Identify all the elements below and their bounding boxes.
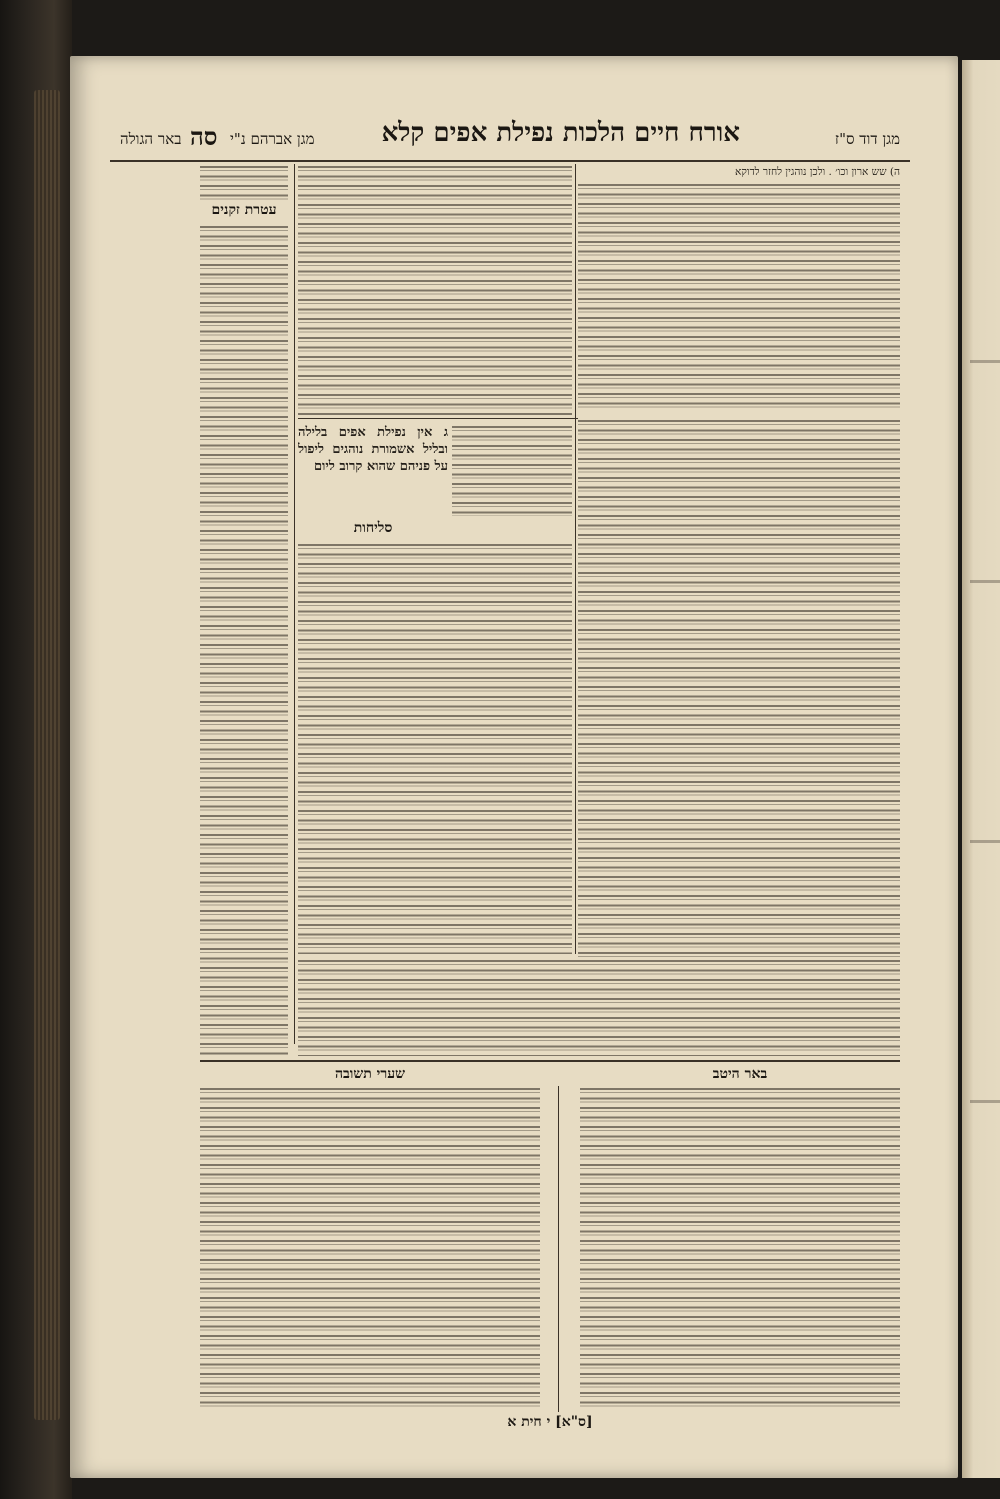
sidebar-rule [294, 164, 295, 1044]
main-subsection: סליחות [353, 520, 393, 536]
footer-signature: [ס"א] י חית א [507, 1414, 593, 1430]
center-marginal-title: מגן אברהם נ"י [230, 130, 315, 148]
left-marginal-title: באר הגולה [120, 130, 182, 148]
commentary-full-width [298, 960, 900, 1056]
main-text-title: ג אין נפילת אפים בלילה ובליל אשמורת נוהגים ליפול על פניהם שהוא קרוב ליום [298, 425, 448, 474]
page-header [120, 118, 900, 160]
lower-column-divider [558, 1086, 559, 1412]
main-opening [578, 166, 900, 182]
shaarei-teshuvah-heading: שערי תשובה [334, 1066, 406, 1082]
main-text-block [298, 424, 448, 520]
magen-david-column [578, 184, 900, 412]
page-edges [34, 90, 60, 1420]
sidebar-text-top [200, 166, 288, 200]
sidebar-text [200, 226, 288, 1056]
commentary-right [578, 420, 900, 960]
magen-avraham-column [298, 166, 572, 416]
running-title: אורח חיים הלכות נפילת אפים קלא [381, 118, 740, 148]
beer-heitev-heading: באר היטב [712, 1066, 768, 1082]
sidebar-heading: עטרת זקנים [211, 202, 277, 218]
shaarei-teshuvah-column [200, 1088, 540, 1410]
main-text-top-rule [298, 418, 578, 419]
facing-page-edge [962, 60, 1000, 1478]
page-number: סה [190, 122, 218, 151]
main-opening-text: ה) שש ארון וכו׳ . ולכן נוהגין לחזר לדוקא [734, 166, 900, 178]
lower-section-rule [200, 1060, 900, 1062]
right-marginal-title: מגן דוד ס"ז [834, 130, 900, 148]
book-binding [0, 0, 72, 1499]
header-rule [110, 160, 910, 162]
column-divider [575, 164, 576, 954]
commentary-left [298, 544, 572, 954]
main-text-small [452, 426, 572, 516]
beer-heitev-column [580, 1088, 900, 1410]
